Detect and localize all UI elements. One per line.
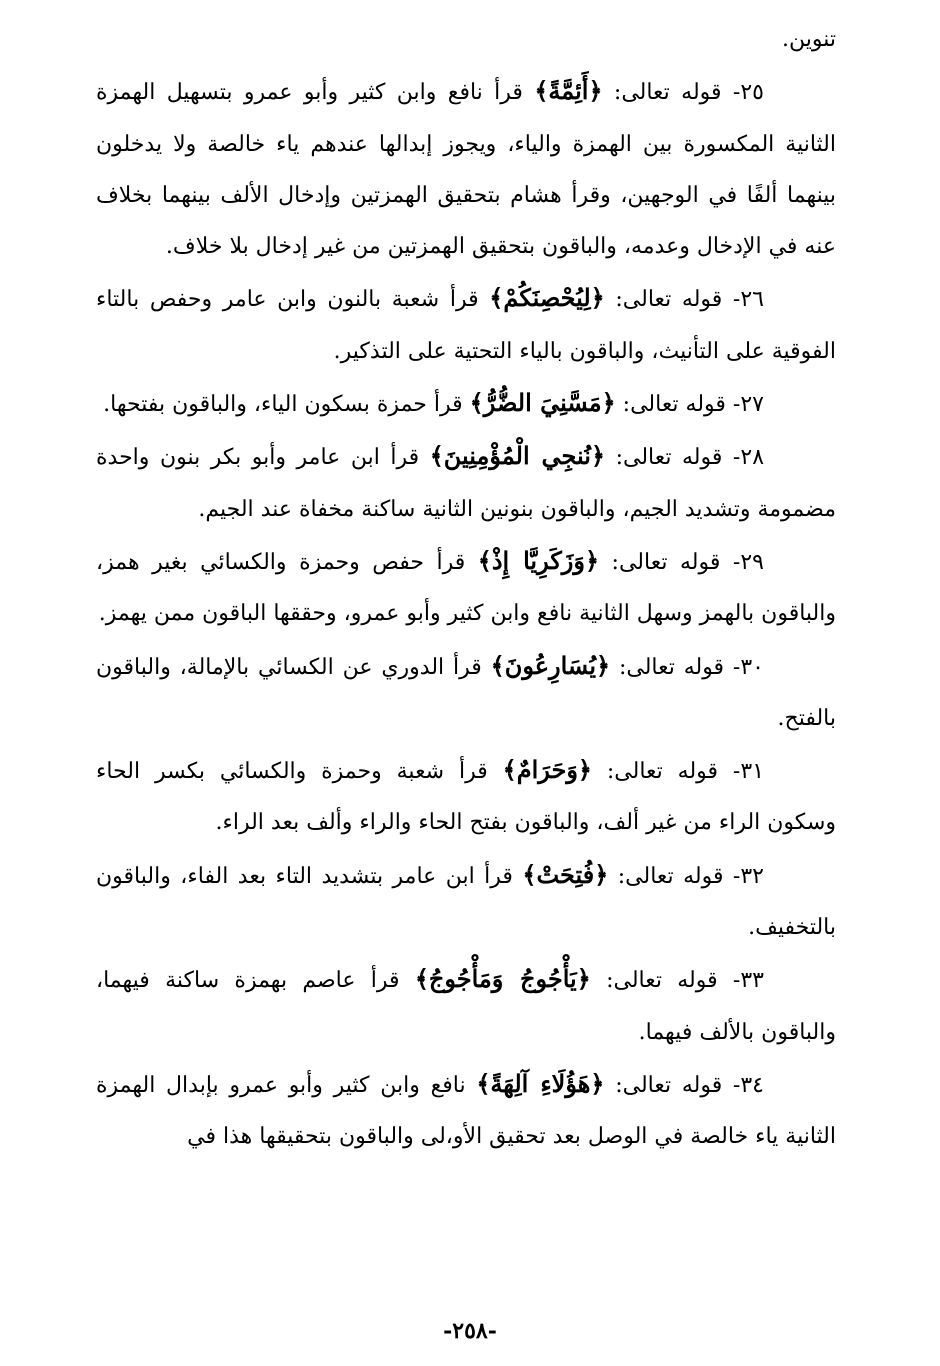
entry-prefix: ٢٧- قوله تعالى: (615, 392, 764, 418)
quran-quote: ﴿فُتِحَتْ﴾ (522, 859, 609, 889)
reading-entry-27 (96, 377, 836, 430)
entry-body: نافع وابن كثير وأبو عمرو بإبدال الهمزة الثانية ياء خالصة في الوصل بعد تحقيق الأو،لى والباقون بتحقيقها هذا في (96, 1072, 836, 1150)
reading-entry-28 (96, 430, 836, 535)
reading-entry-34 (96, 1058, 836, 1163)
entry-body: قرأ الدوري عن الكسائي بالإمالة، والباقون بالفتح. (96, 654, 836, 731)
reading-entry-30 (96, 640, 836, 745)
reading-entry-25 (96, 65, 836, 272)
entry-body: قرأ عاصم بهمزة ساكنة فيهما، والباقون بالألف فيهما. (96, 968, 836, 1045)
entry-body: قرأ شعبة وحمزة والكسائي بكسر الحاء وسكون الراء من غير ألف، والباقون بفتح الحاء والراء وألف بعد الراء. (96, 759, 836, 836)
page-number: -٢٥٨- (443, 1318, 497, 1344)
quran-quote: ﴿نُنجِي الْمُؤْمِنِينَ﴾ (429, 441, 606, 471)
entry-prefix: ٢٩- قوله تعالى: (599, 549, 764, 575)
reading-entry-33 (96, 953, 836, 1058)
entry-prefix: ٣٣- قوله تعالى: (590, 968, 764, 994)
quran-quote: ﴿هَؤُلَاءِ آلِهَةً﴾ (476, 1068, 605, 1098)
quran-quote: ﴿مَسَّنِيَ الضُّرُّ﴾ (469, 388, 616, 418)
entry-body: قرأ حمزة بسكون الياء، والباقون بفتحها. (103, 392, 470, 418)
entry-body: قرأ شعبة بالنون وابن عامر وحفص بالتاء الفوقية على التأنيث، والباقون بالياء التحتية على التذكير. (96, 287, 836, 364)
entry-prefix: ٣٢- قوله تعالى: (608, 863, 764, 889)
entry-body: قرأ نافع وابن كثير وأبو عمرو بتسهيل الهمزة الثانية المكسورة بين الهمزة والياء، ويجوز إبدالها عندهم ياء خالصة ولا يدخلون بينهما ألفًا في الوجهين، وقرأ هشام بتحقيق الهمزتين وإدخال الألف بينهما بخلاف عنه في الإدخال وعدمه، والباقون بتحقيق الهمزتين من غير إدخال بلا خلاف. (96, 80, 836, 260)
entry-body: قرأ حفص وحمزة والكسائي بغير همز، والباقون بالهمز وسهل الثانية نافع وابن كثير وأبو عمرو، وحققها الباقون ممن يهمز. (96, 549, 836, 627)
reading-entry-31 (96, 744, 836, 849)
entry-prefix: ٢٦- قوله تعالى: (604, 287, 764, 313)
quran-quote: ﴿وَزَكَرِيَّا إِذْ﴾ (477, 545, 600, 575)
reading-entry-26 (96, 272, 836, 377)
entry-prefix: ٢٥- قوله تعالى: (602, 80, 764, 106)
entry-body: قرأ ابن عامر وأبو بكر بنون واحدة مضمومة وتشديد الجيم، والباقون بنونين الثانية ساكنة مخفاة عند الجيم. (96, 445, 836, 522)
entry-prefix: ٣١- قوله تعالى: (592, 759, 765, 785)
entry-prefix: ٢٨- قوله تعالى: (605, 445, 765, 471)
entry-body: قرأ ابن عامر بتشديد التاء بعد الفاء، والباقون بالتخفيف. (96, 863, 836, 941)
entry-prefix: ٣٤- قوله تعالى: (604, 1072, 764, 1098)
intro-line: تنوين. (782, 27, 836, 52)
quran-quote: ﴿يَأْجُوجُ وَمَأْجُوجُ﴾ (414, 964, 591, 994)
reading-entry-29 (96, 535, 836, 640)
quran-quote: ﴿وَحَرَامٌ﴾ (502, 755, 592, 785)
entry-prefix: ٣٠- قوله تعالى: (610, 654, 764, 680)
quran-quote: ﴿يُسَارِعُونَ﴾ (490, 650, 611, 680)
quran-quote: ﴿أَئِمَّةً﴾ (534, 76, 603, 106)
page-body-text (96, 14, 836, 1163)
reading-entry-32 (96, 849, 836, 954)
quran-quote: ﴿لِيُحْصِنَكُمْ﴾ (489, 283, 605, 313)
